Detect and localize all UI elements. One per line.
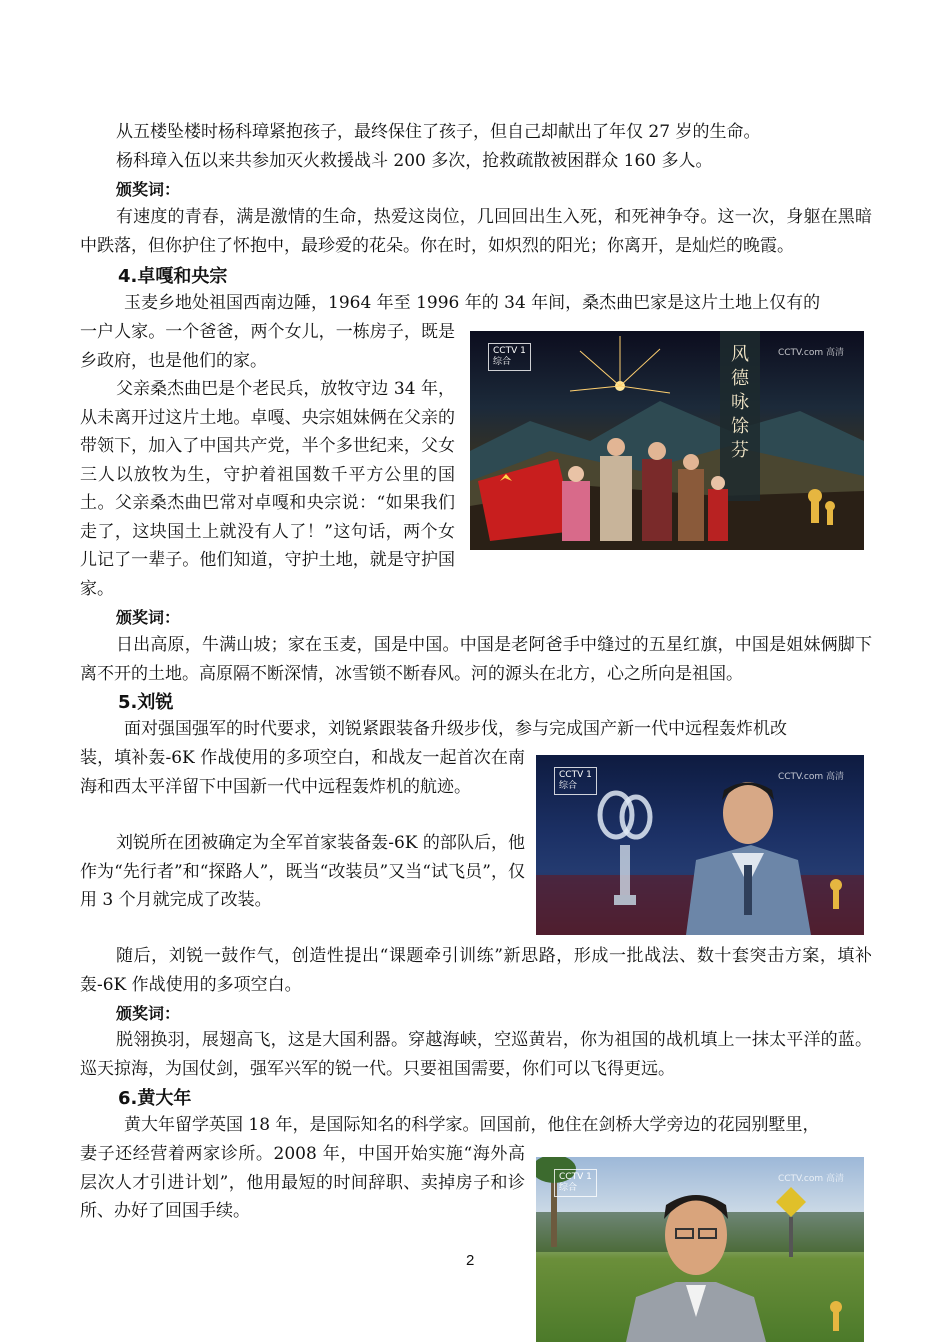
photo-liu-rui (536, 755, 864, 935)
paragraph: 装，填补轰-6K 作战使用的多项空白，和战友一起首次在南海和西太平洋留下中国新一代中远程轰炸机的航迹。 (80, 748, 525, 797)
photo-huang-danian (536, 1157, 864, 1342)
award-label: 颁奖词： (116, 1004, 181, 1023)
section-heading-6: 6.黄大年 (118, 1088, 192, 1109)
award-text: 日出高原，牛满山坡；家在玉麦，国是中国。中国是老阿爸手中缝过的五星红旗，中国是姐妹俩脚下离不开的土地。高原隔不断深情，冰雪锁不断春风。河的源头在北方，心之所向是祖国。 (80, 635, 872, 684)
paragraph: 刘锐所在团被确定为全军首家装备轰-6K 的部队后，他作为“先行者”和“探路人”，既当“改装员”又当“试飞员”，仅用 3 个月就完成了改装。 (80, 833, 525, 910)
cctv-logo: CCTV 1 综合 (554, 1169, 597, 1197)
award-text: 脱翎换羽，展翅高飞，这是大国利器。穿越海峡，空巡黄岩，你为祖国的战机填上一抹太平洋的蓝。巡天掠海，为国仗剑，强军兴军的锐一代。只要祖国需要，你们可以飞得更远。 (80, 1030, 872, 1079)
page-number: 2 (466, 1252, 475, 1269)
paragraph: 妻子还经营着两家诊所。2008 年，中国开始实施“海外高层次人才引进计划”，他用最短的时间辞职、卖掉房子和诊所、办好了回国手续。 (80, 1144, 525, 1221)
paragraph: 面对强国强军的时代要求，刘锐紧跟装备升级步伐，参与完成国产新一代中远程轰炸机改 (124, 719, 787, 739)
section-heading-5: 5.刘锐 (118, 692, 174, 713)
paragraph: 杨科璋入伍以来共参加灭火救援战斗 200 多次，抢救疏散被困群众 160 多人。 (116, 151, 713, 171)
cctv-watermark: CCTV.com 高清 (777, 1174, 844, 1184)
paragraph: 一户人家。一个爸爸，两个女儿，一栋房子，既是乡政府，也是他们的家。 (80, 322, 455, 371)
cctv-logo: CCTV 1 综合 (554, 767, 597, 795)
award-label: 颁奖词： (116, 608, 181, 627)
paragraph: 从五楼坠楼时杨科璋紧抱孩子，最终保住了孩子，但自己却献出了年仅 27 岁的生命。 (116, 122, 761, 142)
section-heading-4: 4.卓嘎和央宗 (118, 266, 228, 287)
paragraph: 父亲桑杰曲巴是个老民兵，放牧守边 34 年，从未离开过这片土地。卓嘎、央宗姐妹俩在父亲的带领下，加入了中国共产党，半个多世纪来，父女三人以放牧为生，守护着祖国数千平方公里的国土。父亲桑杰曲巴常对卓嘎和央宗说：“如果我们走了，这块国土上就没有人了！”这句话，两个女儿记了一辈子。他们知道，守护土地，就是守护国家。 (80, 379, 455, 599)
cctv-watermark: CCTV.com 高清 (777, 772, 844, 782)
calligraphy-banner: 风德咏馀芬 (731, 344, 749, 461)
award-text: 有速度的青春，满是激情的生命，热爱这岗位，几回回出生入死，和死神争夺。这一次，身躯在黑暗中跌落，但你护住了怀抱中，最珍爱的花朵。你在时，如炽烈的阳光；你离开，是灿烂的晚霞。 (80, 207, 872, 256)
paragraph: 玉麦乡地处祖国西南边陲，1964 年至 1996 年的 34 年间，桑杰曲巴家是这片土地上仅有的 (124, 293, 821, 313)
award-label: 颁奖词： (116, 180, 181, 199)
paragraph: 黄大年留学英国 18 年，是国际知名的科学家。回国前，他住在剑桥大学旁边的花园别墅里， (124, 1115, 820, 1135)
paragraph: 随后，刘锐一鼓作气，创造性提出“课题牵引训练”新思路，形成一批战法、数十套突击方案，填补轰-6K 作战使用的多项空白。 (80, 946, 872, 995)
cctv-watermark: CCTV.com 高清 (777, 348, 844, 358)
photo-zhuoga-yangzong (470, 331, 864, 550)
cctv-logo: CCTV 1 综合 (488, 343, 531, 371)
